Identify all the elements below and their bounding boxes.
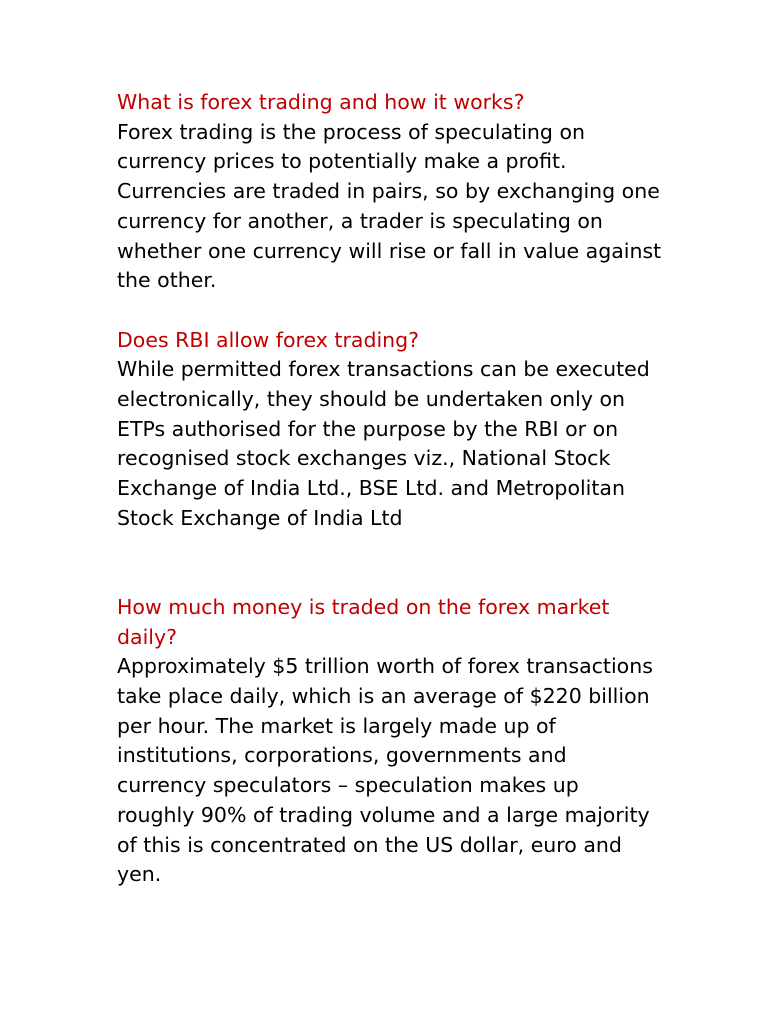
faq-section-forex-trading	[117, 88, 662, 296]
paragraph-spacer	[117, 534, 662, 593]
answer-paragraph: While permitted forex transactions can be executed electronically, they should be undertaken only on ETPs authorised for the purpose by the RBI or on recognised stock exchanges viz., National Stock Exchange of India Ltd., BSE Ltd. and Metropolitan Stock Exchange of India Ltd	[117, 357, 650, 530]
question-heading: Does RBI allow forex trading?	[117, 327, 420, 352]
faq-section-rbi	[117, 326, 662, 534]
document-page	[117, 88, 662, 890]
faq-section-daily-volume	[117, 593, 662, 890]
paragraph-spacer	[117, 296, 662, 326]
question-heading: How much money is traded on the forex market daily?	[117, 594, 610, 649]
question-heading: What is forex trading and how it works?	[117, 90, 525, 114]
answer-paragraph: Approximately $5 trillion worth of forex transactions take place daily, which is an average of $220 billion per hour. The market is largely made up of institutions, corporations, governments and currency speculators – speculation makes up roughly 90% of trading volume and a large majority of this is concentrated on the US dollar, euro and yen.	[117, 654, 653, 887]
answer-paragraph: Forex trading is the process of speculating on currency prices to potentially make a profit. Currencies are traded in pairs, so by exchanging one currency for another, a trader is speculating on whether one currency will rise or fall in value against the other.	[117, 119, 662, 293]
